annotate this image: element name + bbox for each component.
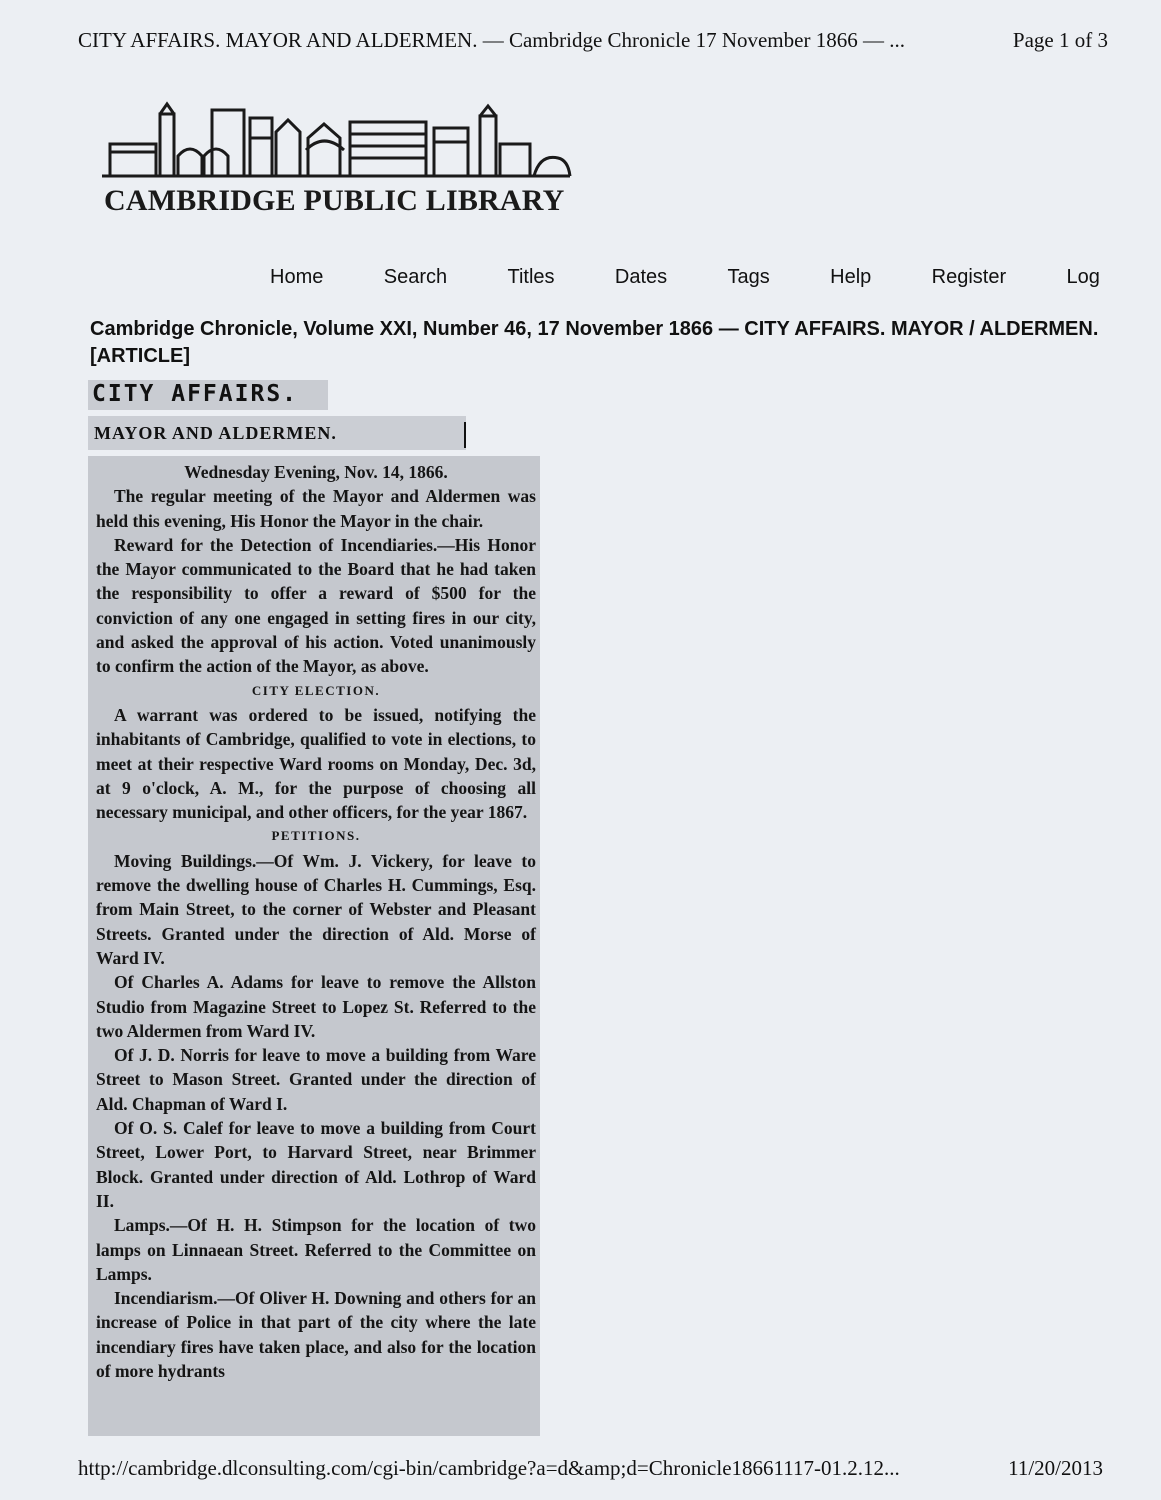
print-header xyxy=(78,28,1108,53)
print-footer-date: 11/20/2013 xyxy=(1008,1456,1103,1480)
nav-dates[interactable]: Dates xyxy=(614,266,668,288)
clipping-paragraph: Reward for the Detection of Incendiaries.—His Honor the Mayor communicated to the Board that he had taken the responsibility to offer a reward of $500 for the conviction of any one engaged in setting fires in our city, and asked the approval of his action. Voted unanimously to confirm the action of the Mayor, as above. xyxy=(96,534,536,677)
clipping-paragraph: The regular meeting of the Mayor and Aldermen was held this evening, His Honor the Mayor in the chair. xyxy=(96,486,536,531)
clipping-section-heading: PETITIONS. xyxy=(271,828,361,844)
clipping-heading xyxy=(88,380,328,410)
nav-tags[interactable]: Tags xyxy=(727,266,770,288)
nav-titles[interactable]: Titles xyxy=(507,266,555,288)
clipping-subheading xyxy=(88,416,466,450)
city-skyline-icon xyxy=(100,98,600,184)
clipping-section-heading: CITY ELECTION. xyxy=(251,682,381,698)
nav-help[interactable]: Help xyxy=(830,266,872,288)
clipping-divider xyxy=(464,422,466,448)
article-clipping-body xyxy=(96,460,536,1383)
article-clipping xyxy=(88,456,540,1436)
print-footer xyxy=(78,1456,1103,1481)
clipping-paragraph: Incendiarism.—Of Oliver H. Downing and others for an increase of Police in that part of the city where the late incendiary fires have taken place, and also for the location of more hydrants xyxy=(96,1288,536,1381)
clipping-paragraph: Lamps.—Of H. H. Stimpson for the location of two lamps on Linnaean Street. Referred to the Committee on Lamps. xyxy=(96,1215,536,1284)
clipping-paragraph: A warrant was ordered to be issued, notifying the inhabitants of Cambridge, qualified to vote in elections, to meet at their respective Ward rooms on Monday, Dec. 3d, at 9 o'clock, A. M., for the purpose of choosing all necessary municipal, and other officers, for the year 1867. xyxy=(96,704,536,823)
nav-log[interactable]: Log xyxy=(1066,266,1100,288)
clipping-dateline: Wednesday Evening, Nov. 14, 1866. xyxy=(184,462,448,482)
clipping-paragraph: Of J. D. Norris for leave to move a building from Ware Street to Mason Street. Granted under the direction of Ald. Chapman of Ward I. xyxy=(96,1045,536,1114)
nav-register[interactable]: Register xyxy=(931,266,1007,288)
library-logo[interactable] xyxy=(100,98,600,228)
print-footer-url[interactable]: http://cambridge.dlconsulting.com/cgi-bin/cambridge?a=d&amp;d=Chronicle18661117-01.2.12... xyxy=(78,1456,900,1480)
clipping-paragraph: Moving Buildings.—Of Wm. J. Vickery, for leave to remove the dwelling house of Charles H. Cummings, Esq. from Main Street, to the corner of Webster and Pleasant Streets. Granted under the direction of Ald. Morse of Ward IV. xyxy=(96,850,536,968)
print-header-page: Page 1 of 3 xyxy=(1012,28,1108,52)
clipping-paragraph: Of Charles A. Adams for leave to remove the Allston Studio from Magazine Street to Lopez St. Referred to the two Aldermen from Ward IV. xyxy=(96,972,536,1041)
nav-search[interactable]: Search xyxy=(383,266,448,288)
clipping-subheading-text: MAYOR AND ALDERMEN. xyxy=(94,423,337,443)
library-logo-text: CAMBRIDGE PUBLIC LIBRARY xyxy=(104,184,565,217)
main-nav xyxy=(270,266,1100,289)
article-title: Cambridge Chronicle, Volume XXI, Number 46, 17 November 1866 — CITY AFFAIRS. MAYOR / ALDERMEN. [ARTICLE] xyxy=(90,318,1099,367)
clipping-heading-text: CITY AFFAIRS. xyxy=(92,381,299,407)
clipping-paragraph: Of O. S. Calef for leave to move a building from Court Street, Lower Port, to Harvard Street, near Brimmer Block. Granted under direction of Ald. Lothrop of Ward II. xyxy=(96,1118,536,1211)
nav-home[interactable]: Home xyxy=(270,266,324,288)
print-header-title: CITY AFFAIRS. MAYOR AND ALDERMEN. — Cambridge Chronicle 17 November 1866 — ... xyxy=(78,28,905,52)
